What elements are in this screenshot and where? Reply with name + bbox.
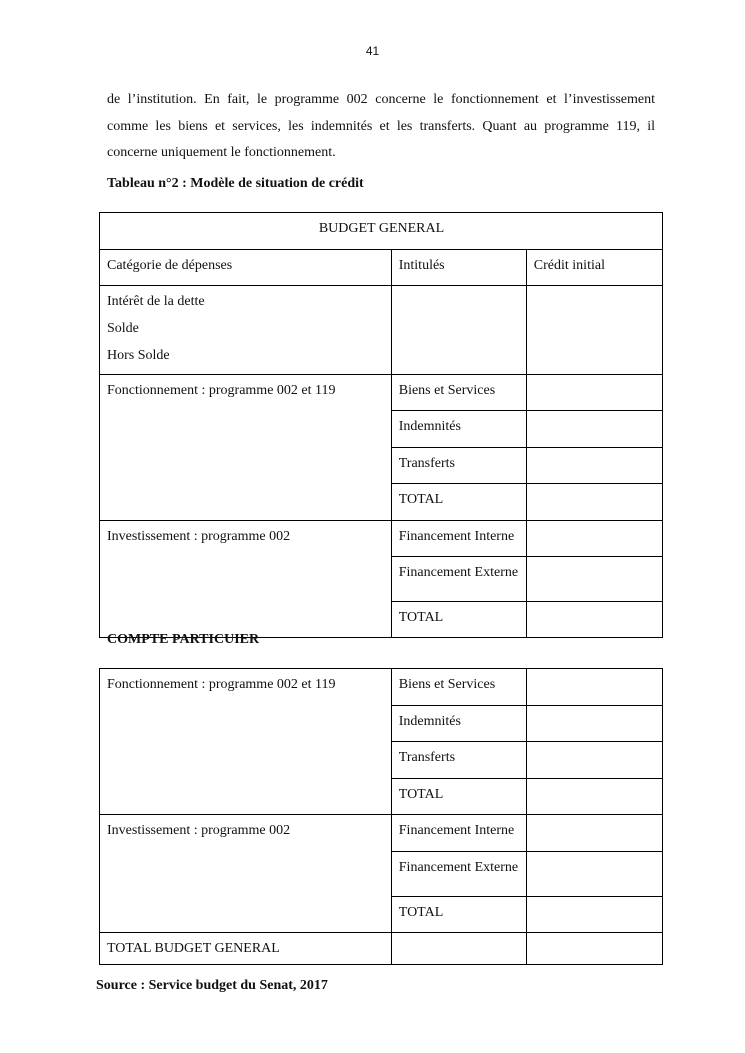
total-label: TOTAL BUDGET GENERAL [100, 933, 392, 965]
category-cell: Investissement : programme 002 [100, 521, 392, 638]
table-cell [526, 448, 662, 484]
table-cell [100, 286, 392, 375]
table-title: BUDGET GENERAL [100, 213, 663, 250]
column-header: Catégorie de dépenses [100, 250, 392, 286]
table-row [100, 375, 663, 411]
table-cell [526, 933, 662, 965]
table-cell: TOTAL [391, 484, 526, 521]
table-cell [526, 602, 662, 638]
total-row [100, 933, 663, 965]
table-cell: TOTAL [391, 602, 526, 638]
table-cell: Biens et Services [391, 375, 526, 411]
table-cell [391, 286, 526, 375]
category-cell: Investissement : programme 002 [100, 815, 392, 933]
table-cell [526, 897, 662, 933]
table-cell: Financement Interne [391, 815, 526, 852]
page-number: 41 [365, 44, 380, 58]
table-cell [526, 815, 662, 852]
column-header: Crédit initial [526, 250, 662, 286]
table-cell [526, 706, 662, 742]
table-caption: Tableau n°2 : Modèle de situation de crédit [107, 176, 364, 191]
table-cell: Transferts [391, 742, 526, 779]
table-row [100, 286, 663, 375]
table-title-row [100, 213, 663, 250]
table-row [100, 669, 663, 706]
intro-paragraph: de l’institution. En fait, le programme 002 concerne le fonctionnement et l’investissement comme les biens et services, les indemnités et les transferts. Quant au programme 119, il concerne uniquement le fonctionnement. [107, 92, 655, 160]
table-header-row [100, 250, 663, 286]
cell-line: Solde [107, 321, 139, 336]
table-row [100, 521, 663, 557]
table-cell: Indemnités [391, 411, 526, 448]
table-cell [526, 779, 662, 815]
cell-line: Intérêt de la dette [107, 294, 205, 309]
source-note: Source : Service budget du Senat, 2017 [96, 978, 328, 993]
table-cell [526, 411, 662, 448]
category-cell: Fonctionnement : programme 002 et 119 [100, 375, 392, 521]
table-cell [526, 286, 662, 375]
budget-general-table [99, 212, 663, 638]
column-header: Intitulés [391, 250, 526, 286]
table-cell [526, 742, 662, 779]
table-cell [526, 375, 662, 411]
table-cell: Financement Externe [391, 852, 526, 897]
table-cell [526, 852, 662, 897]
table-cell [526, 557, 662, 602]
cell-line: Hors Solde [107, 348, 170, 363]
table-cell: Financement Externe [391, 557, 526, 602]
table-cell [526, 484, 662, 521]
table-cell: Indemnités [391, 706, 526, 742]
table-row [100, 815, 663, 852]
table-cell [526, 669, 662, 706]
table-cell: TOTAL [391, 897, 526, 933]
category-cell: Fonctionnement : programme 002 et 119 [100, 669, 392, 815]
table-cell: Biens et Services [391, 669, 526, 706]
table-cell [391, 933, 526, 965]
compte-particulier-heading: COMPTE PARTICUIER [107, 632, 260, 647]
table-cell: TOTAL [391, 779, 526, 815]
table-cell [526, 521, 662, 557]
table-cell: Financement Interne [391, 521, 526, 557]
table-cell: Transferts [391, 448, 526, 484]
compte-particulier-table [99, 668, 663, 965]
